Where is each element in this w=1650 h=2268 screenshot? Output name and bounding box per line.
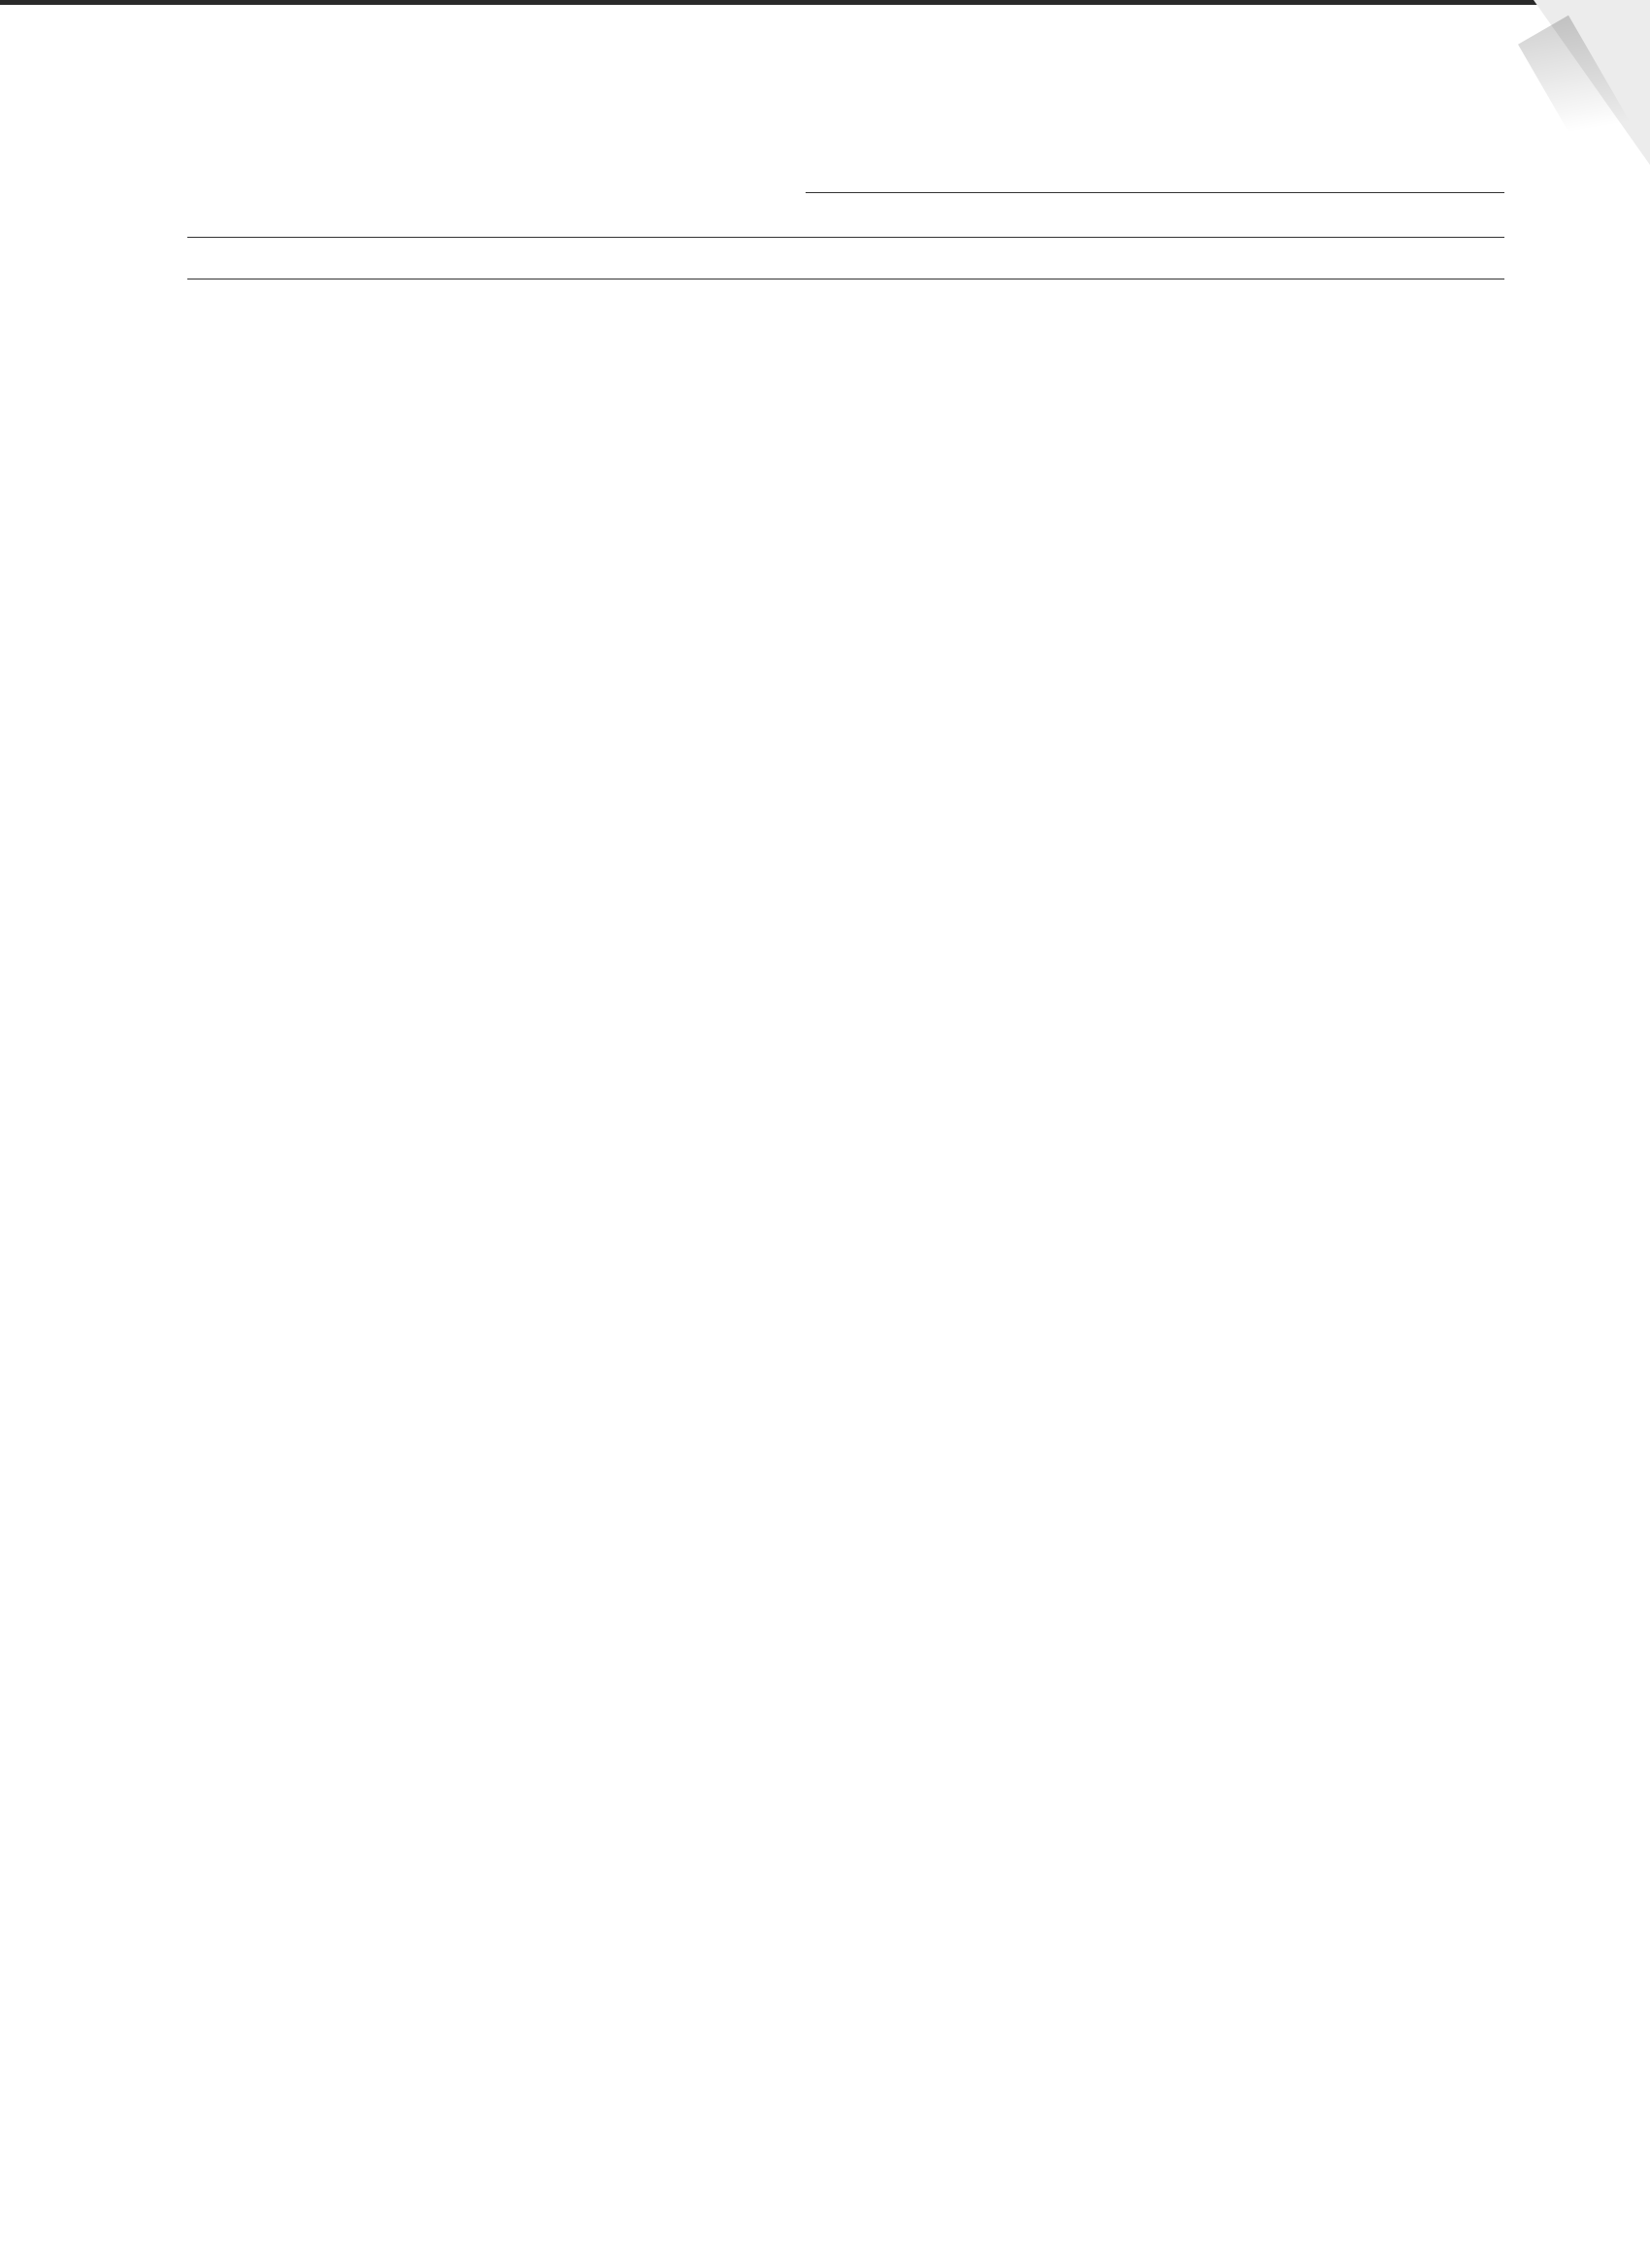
scan-top-edge [0, 0, 1650, 5]
present-fill-line [187, 237, 1504, 238]
present-fill-line [806, 192, 1504, 193]
